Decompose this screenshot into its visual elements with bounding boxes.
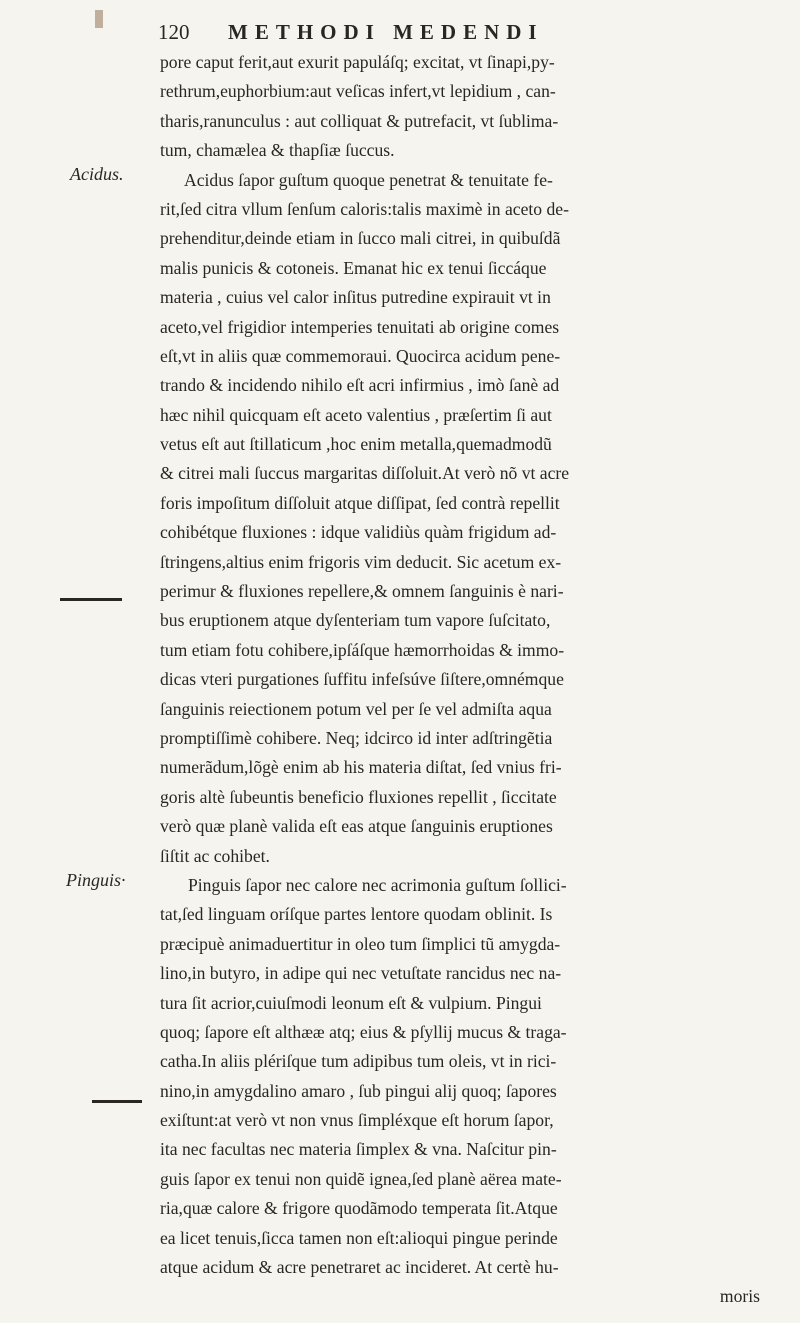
text-line: bus eruptionem atque dyſenteriam tum vapore ſuſcitato,	[160, 610, 551, 631]
text-line: promptiſſimè cohibere. Neq; idcirco id inter adſtringẽtia	[160, 727, 553, 748]
text-line: Acidus ſapor guſtum quoque penetrat & tenuitate fe-	[184, 169, 553, 190]
margin-dash	[60, 598, 122, 601]
text-line: ita nec facultas nec materia ſimplex & vna. Naſcitur pin-	[160, 1139, 557, 1160]
margin-ink-mark	[95, 10, 103, 28]
body-text	[160, 48, 778, 1312]
text-line: ſiſtit ac cohibet.	[160, 845, 270, 866]
text-line: catha.In aliis plériſque tum adipibus tum oleis, vt in rici-	[160, 1051, 557, 1072]
text-line: tat,ſed linguam oríſque partes lentore quodam oblinit. Is	[160, 904, 553, 925]
text-line: perimur & fluxiones repellere,& omnem ſanguinis è nari-	[160, 581, 564, 602]
text-line: pore caput ferit,aut exurit papuláſq; excitat, vt ſinapi,py-	[160, 52, 555, 72]
text-line: quoq; ſapore eſt althææ atq; eius & pſyllij mucus & traga-	[160, 1021, 567, 1042]
margin-note-acidus: Acidus.	[70, 164, 124, 184]
page-number: 120	[158, 20, 190, 44]
text-line: lino,in butyro, in adipe qui nec vetuſtate rancidus nec na-	[160, 963, 562, 984]
text-line: verò quæ planè valida eſt eas atque ſanguinis eruptiones	[160, 816, 553, 837]
text-line: tum, chamælea & thapſiæ ſuccus.	[160, 140, 395, 161]
text-line: ea licet tenuis,ſicca tamen non eſt:alioqui pingue perinde	[160, 1227, 558, 1248]
text-line: dicas vteri purgationes ſuffitu infeſsúve ſiſtere,omnémque	[160, 669, 564, 690]
text-line: materia , cuius vel calor inſitus putredine expirauit vt in	[160, 287, 551, 308]
text-line: goris altè ſubeuntis beneficio fluxiones repellit , ſiccitate	[160, 786, 557, 807]
text-line: eſt,vt in aliis quæ commemoraui. Quocirca acidum pene-	[160, 345, 561, 366]
margin-note-pinguis: Pinguis·	[66, 870, 126, 890]
text-line: Pinguis ſapor nec calore nec acrimonia guſtum ſollici-	[188, 874, 567, 895]
text-line: aceto,vel frigidior intemperies tenuitati ab origine comes	[160, 316, 560, 337]
text-line: præcipuè animaduertitur in oleo tum ſimplici tũ amygda-	[160, 933, 561, 954]
text-line: guis ſapor ex tenui non quidẽ ignea,ſed planè aërea mate-	[160, 1168, 562, 1189]
margin-dash	[92, 1100, 142, 1103]
text-line: prehenditur,deinde etiam in ſucco mali citrei, in quibuſdã	[160, 228, 561, 249]
running-title: METHODI MEDENDI	[228, 20, 544, 44]
text-line: exiſtunt:at verò vt non vnus ſimpléxque eſt horum ſapor,	[160, 1110, 554, 1131]
text-line: & citrei mali ſuccus margaritas diſſoluit.At verò nõ vt acre	[160, 463, 570, 484]
text-line: ſtringens,altius enim frigoris vim deducit. Sic acetum ex-	[160, 551, 562, 572]
text-line: vetus eſt aut ſtillaticum ,hoc enim metalla,quemadmodũ	[160, 434, 552, 455]
text-line: rethrum,euphorbium:aut veſicas infert,vt lepidium , can-	[160, 81, 556, 102]
text-line: cohibétque fluxiones : idque validiùs quàm frigidum ad-	[160, 522, 557, 543]
text-line: foris impoſitum diſſoluit atque diſſipat, ſed contrà repellit	[160, 492, 560, 513]
text-line: ſanguinis reiectionem potum vel per ſe vel admiſta aqua	[160, 698, 552, 719]
text-line: tum etiam fotu cohibere,ipſáſque hæmorrhoidas & immo-	[160, 639, 565, 660]
running-header	[158, 14, 778, 48]
text-line: atque acidum & acre penetraret ac incideret. At certè hu-	[160, 1257, 559, 1278]
text-line: numerãdum,lõgè enim ab his materia diſtat, ſed vnius fri-	[160, 757, 562, 778]
text-line: rit,ſed citra vllum ſenſum caloris:talis maximè in aceto de-	[160, 198, 569, 219]
text-line: tura ſit acrior,cuiuſmodi leonum eſt & vulpium. Pingui	[160, 992, 542, 1013]
text-line: hæc nihil quicquam eſt aceto valentius , præſertim ſi aut	[160, 404, 552, 425]
text-line: tharis,ranunculus : aut colliquat & putrefacit, vt ſublima-	[160, 110, 559, 131]
text-line: malis punicis & cotoneis. Emanat hic ex tenui ſiccáque	[160, 257, 547, 278]
text-line: nino,in amygdalino amaro , ſub pingui alij quoq; ſapores	[160, 1080, 557, 1101]
catchword: moris	[719, 1286, 760, 1307]
text-line: ria,quæ calore & frigore quodãmodo temperata ſit.Atque	[160, 1198, 558, 1219]
text-line: trando & incidendo nihilo eſt acri infirmius , imò ſanè ad	[160, 375, 560, 396]
